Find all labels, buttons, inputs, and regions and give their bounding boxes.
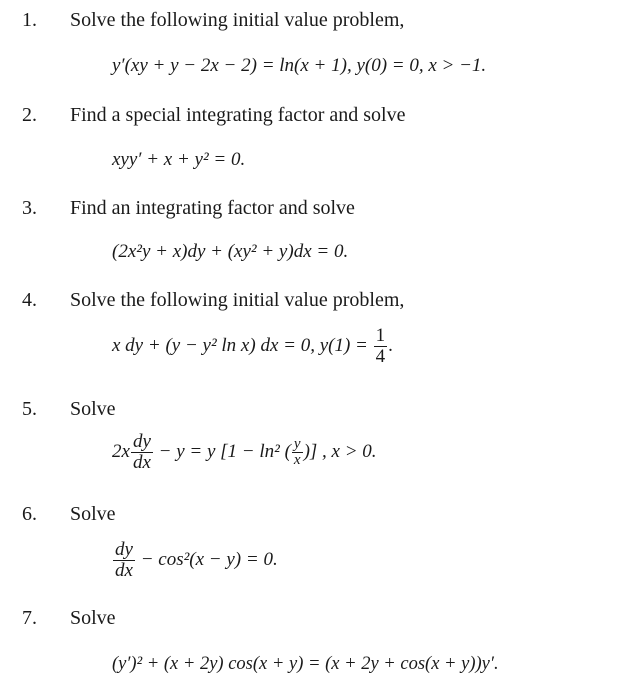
problem-number: 2. — [22, 104, 37, 126]
fraction — [374, 326, 388, 367]
problem-equation: (2x²y + x)dy + (xy² + y)dx = 0. — [112, 241, 349, 262]
problem-statement: Solve — [70, 398, 116, 420]
problem-number: 3. — [22, 197, 37, 219]
fraction-denominator: 4 — [375, 346, 386, 367]
fraction — [131, 432, 153, 473]
problem-equation — [112, 326, 393, 367]
fraction-numerator: dy — [115, 539, 133, 560]
equation-part: x dy + (y − y² ln x) dx = 0, y(1) = — [112, 334, 373, 356]
problem-statement: Find a special integrating factor and solve — [70, 104, 406, 126]
problem-equation: (y′)² + (x + 2y) cos(x + y) = (x + 2y + cos(x + y))y′. — [112, 654, 499, 674]
equation-part: 2x — [112, 440, 130, 462]
fraction-numerator: y — [293, 436, 301, 452]
equation-part: − y = y [1 − ln² ( — [153, 440, 291, 462]
problem-statement: Solve — [70, 607, 116, 629]
fraction-denominator: dx — [115, 560, 133, 581]
problem-number: 6. — [22, 503, 37, 525]
fraction-numerator: 1 — [375, 325, 386, 346]
problem-equation: y′(xy + y − 2x − 2) = ln(x + 1), y(0) = 0, x > −1. — [112, 55, 487, 76]
problem-equation — [112, 540, 278, 581]
equation-part: )] , x > 0. — [303, 440, 377, 462]
fraction-denominator: dx — [132, 452, 151, 473]
problem-statement: Solve — [70, 503, 116, 525]
fraction — [113, 540, 135, 581]
problem-statement: Find an integrating factor and solve — [70, 197, 355, 219]
problem-equation — [112, 432, 377, 473]
problem-statement: Solve the following initial value problem, — [70, 9, 405, 31]
equation-part: − cos²(x − y) = 0. — [135, 548, 278, 570]
problem-number: 7. — [22, 607, 37, 629]
problem-statement: Solve the following initial value problem, — [70, 289, 405, 311]
fraction-numerator: dy — [132, 431, 151, 452]
problem-number: 4. — [22, 289, 37, 311]
fraction-denominator: x — [293, 452, 301, 468]
equation-part: . — [388, 334, 393, 356]
problem-equation: xyy′ + x + y² = 0. — [112, 149, 246, 170]
problem-number: 5. — [22, 398, 37, 420]
inner-fraction — [292, 437, 303, 468]
problem-number: 1. — [22, 9, 37, 31]
